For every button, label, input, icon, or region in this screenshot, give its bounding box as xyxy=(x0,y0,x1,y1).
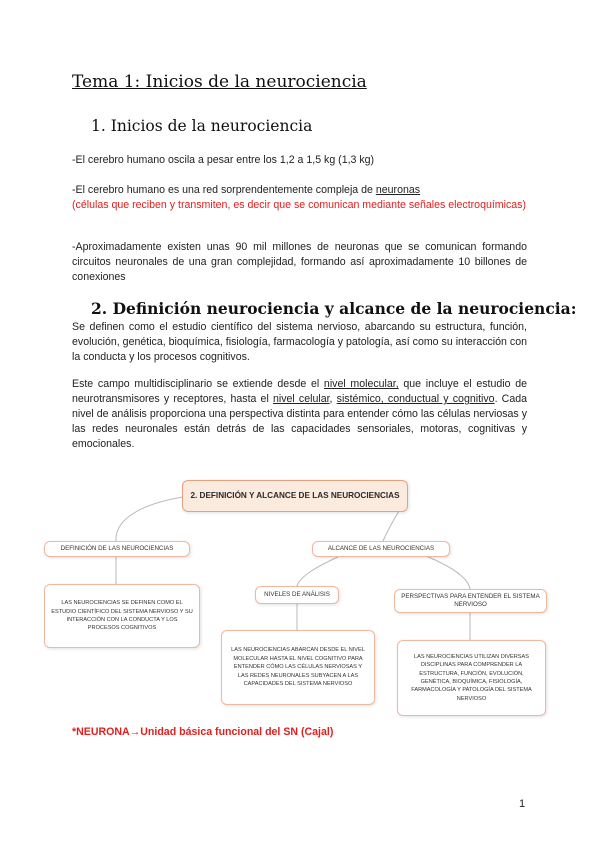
p2-part-c: , xyxy=(329,393,337,405)
section1-heading: 1. Inicios de la neurociencia xyxy=(91,117,313,135)
nivel-celular: nivel celular xyxy=(272,393,330,405)
page-number: 1 xyxy=(519,798,526,810)
diagram-definition-text: LAS NEUROCIENCIAS SE DEFINEN COMO EL ESTUDIO CIENTÍFICO DEL SISTEMA NERVIOSO Y SU INTERACCIÓN CON LA CONDUCTA Y LOS PROCESOS COGNITIVOS xyxy=(44,584,200,648)
connector-scope-levels xyxy=(297,556,340,586)
page-title: Tema 1: Inicios de la neurociencia xyxy=(72,72,367,92)
p2-prefix: -El cerebro humano es una red sorprendentemente compleja de xyxy=(72,184,376,196)
p2-part-a: Este campo multidisciplinario se extiende desde el xyxy=(72,378,324,390)
section2-paragraph-1: Se definen como el estudio científico del sistema nervioso, abarcando su estructura, función, evolución, genética, bioquímica, fisiología, farmacología y patología, así como su interacción con la conducta y los procesos cognitivos. xyxy=(72,321,527,363)
diagram-scope-node: ALCANCE DE LAS NEUROCIENCIAS xyxy=(312,541,450,557)
diagram-perspectives-text: LAS NEUROCIENCIAS UTILIZAN DIVERSAS DISCIPLINAS PARA COMPRENDER LA ESTRUCTURA, FUNCIÓN, EVOLUCIÓN, GENÉTICA, BIOQUÍMICA, FISIOLOGÍA, FARMACOLOGÍA Y PATOLOGÍA DEL SISTEMA NERVIOSO xyxy=(397,640,546,716)
section1-paragraph-1: -El cerebro humano oscila a pesar entre los 1,2 a 1,5 kg (1,3 kg) xyxy=(72,154,375,166)
diagram-levels-text: LAS NEUROCIENCIAS ABARCAN DESDE EL NIVEL MOLECULAR HASTA EL NIVEL COGNITIVO PARA ENTENDER CÓMO LAS CÉLULAS NERVIOSAS Y LAS REDES NEURONALES SUBYACEN A LAS CAPACIDADES DEL SISTEMA NERVIOSO xyxy=(221,630,375,705)
section1-paragraph-3: -Aproximadamente existen unas 90 mil millones de neuronas que se comunican formando circuitos neuronales de una gran complejidad, formando así aproximadamente 10 billones de conexiones xyxy=(72,241,527,283)
diagram-perspectives-node: PERSPECTIVAS PARA ENTENDER EL SISTEMA NERVIOSO xyxy=(394,589,547,613)
section2-heading: 2. Definición neurociencia y alcance de la neurociencia: xyxy=(91,299,577,318)
diagram-levels-node: NIVELES DE ANÁLISIS xyxy=(255,586,339,604)
p2-part-d: . Cada nivel de análisis proporciona una perspectiva distinta para entender cómo las células nerviosas y las redes neuronales están detrás de las capacidades sensoriales, motoras, cognitivas y emocionales. xyxy=(72,393,528,450)
neuronas-link: neuronas xyxy=(375,184,421,196)
diagram-definition-node: DEFINICIÓN DE LAS NEUROCIENCIAS xyxy=(44,541,190,557)
neuronas-note: (células que reciben y transmiten, es decir que se comunican mediante señales electroquímicas) xyxy=(72,199,526,211)
connector-root-definition xyxy=(116,497,183,541)
nivel-sistemico: sistémico, conductual y cognitivo xyxy=(336,393,495,405)
diagram-root-node: 2. DEFINICIÓN Y ALCANCE DE LAS NEUROCIENCIAS xyxy=(182,480,408,512)
p2-part-b: que incluye el estudio de neurotransmisores y receptores, hasta el xyxy=(72,378,527,405)
connector-scope-perspectives xyxy=(426,556,470,589)
neuron-note: *NEURONA→Unidad básica funcional del SN (Cajal) xyxy=(72,726,334,738)
nivel-molecular: nivel molecular, xyxy=(323,378,399,390)
